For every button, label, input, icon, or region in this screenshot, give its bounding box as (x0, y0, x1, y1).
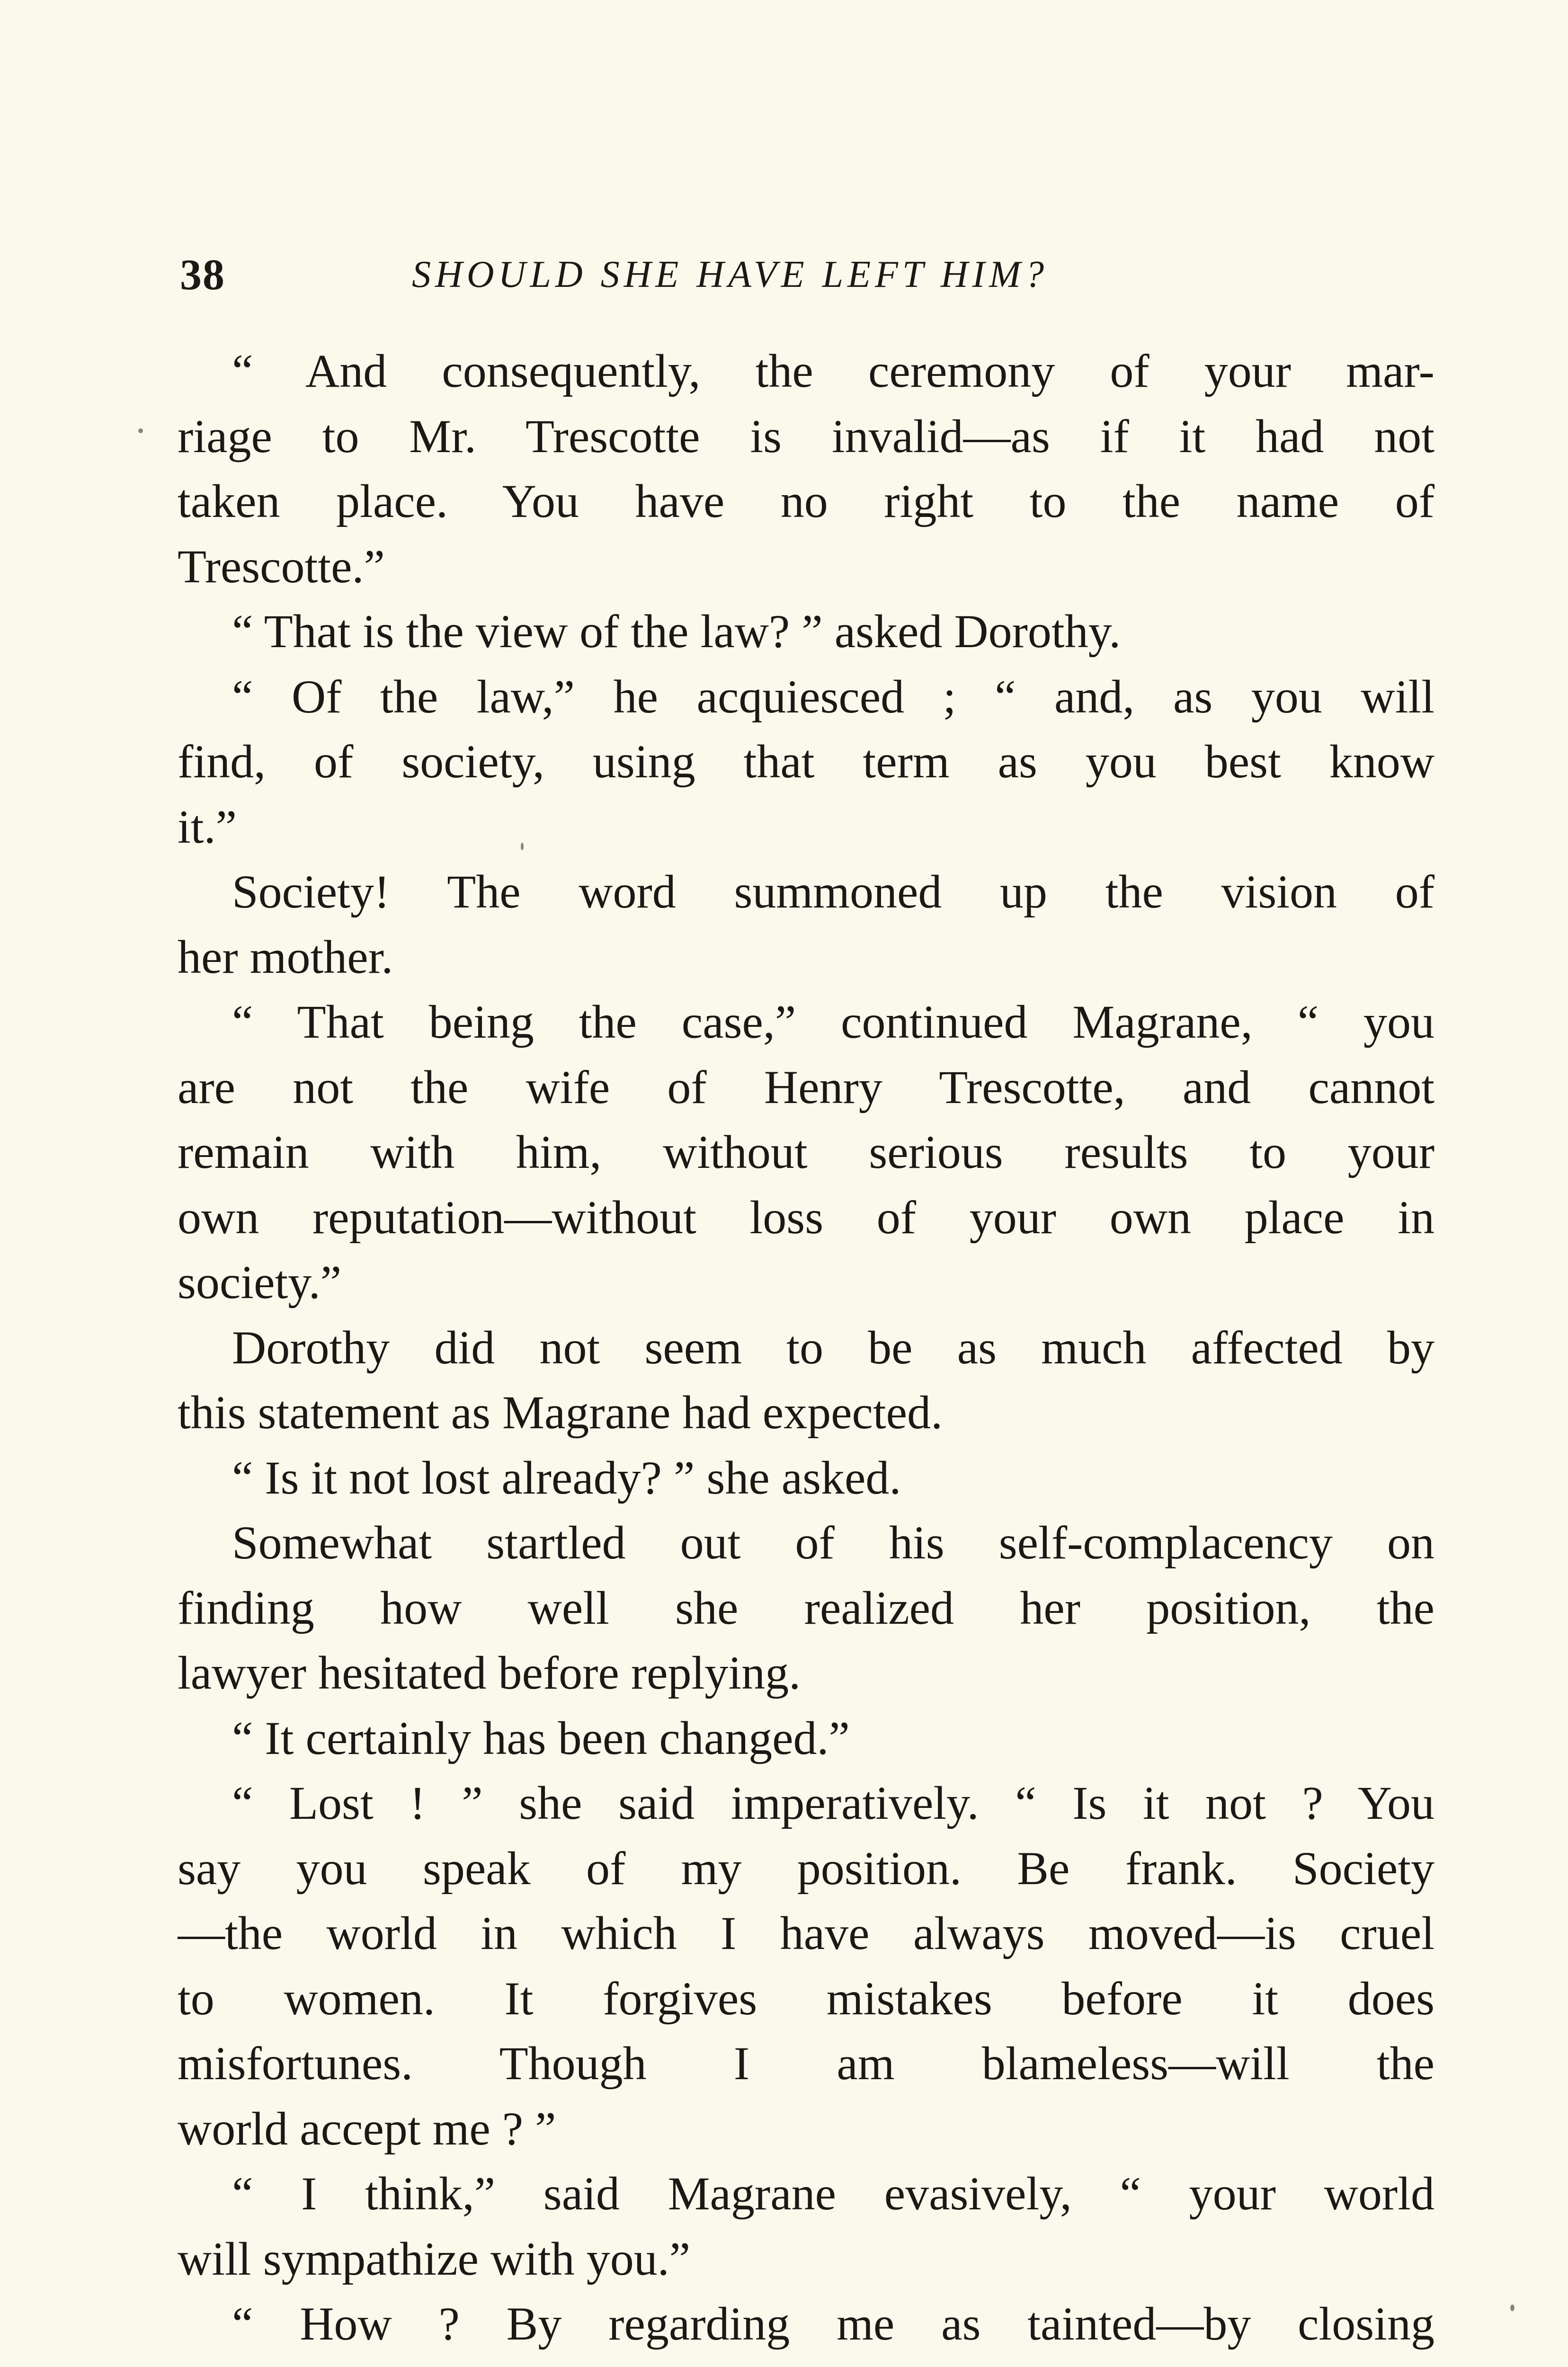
text-line: “ Lost ! ” she said imperatively. “ Is it not ? You (232, 1777, 1434, 1829)
text-line: Dorothy did not seem to be as much affected by (232, 1321, 1434, 1374)
text-line: this statement as Magrane had expected. (178, 1386, 943, 1439)
body-text (178, 338, 1434, 2357)
print-speck (1510, 2305, 1515, 2311)
text-line: finding how well she realized her position, the (178, 1581, 1434, 1634)
text-line: “ It certainly has been changed.” (232, 1711, 850, 1764)
text-line: “ Of the law,” he acquiesced ; “ and, as you will (232, 670, 1434, 723)
text-line: say you speak of my position. Be frank. Society (178, 1842, 1434, 1895)
text-line: to women. It forgives mistakes before it does (178, 1972, 1434, 2025)
text-line: remain with him, without serious results to your (178, 1126, 1434, 1178)
text-line: Society! The word summoned up the vision of (232, 865, 1434, 918)
text-line: riage to Mr. Trescotte is invalid—as if it had not (178, 409, 1434, 463)
text-line: her mother. (178, 930, 393, 983)
text-line: “ That being the case,” continued Magrane, “ you (232, 996, 1434, 1048)
text-line: Trescotte.” (178, 540, 385, 593)
text-line: Somewhat startled out of his self-complacency on (232, 1516, 1434, 1569)
text-line: it.” (178, 800, 237, 853)
text-line: society.” (178, 1256, 342, 1308)
text-line: “ And consequently, the ceremony of your mar- (232, 345, 1434, 397)
text-line: “ How ? By regarding me as tainted—by closing (232, 2297, 1434, 2350)
text-line: will sympathize with you.” (178, 2232, 691, 2285)
text-line: lawyer hesitated before replying. (178, 1646, 801, 1699)
text-line: —the world in which I have always moved—is cruel (178, 1907, 1434, 1959)
text-line: are not the wife of Henry Trescotte, and cannot (178, 1060, 1434, 1113)
print-speck (138, 428, 143, 433)
text-line: misfortunes. Though I am blameless—will the (178, 2037, 1434, 2090)
page-number: 38 (180, 250, 225, 299)
text-line: “ That is the view of the law? ” asked Dorothy. (232, 605, 1121, 658)
running-head (180, 246, 1434, 303)
text-line: own reputation—without loss of your own place in (178, 1191, 1434, 1244)
text-line: find, of society, using that term as you best know (178, 735, 1434, 788)
text-line: taken place. You have no right to the name of (178, 475, 1434, 527)
print-speck (521, 843, 524, 850)
text-line: world accept me ? ” (178, 2102, 556, 2155)
text-line: “ I think,” said Magrane evasively, “ your world (232, 2167, 1434, 2220)
running-title: SHOULD SHE HAVE LEFT HIM? (412, 254, 1048, 295)
text-line: “ Is it not lost already? ” she asked. (232, 1451, 901, 1504)
